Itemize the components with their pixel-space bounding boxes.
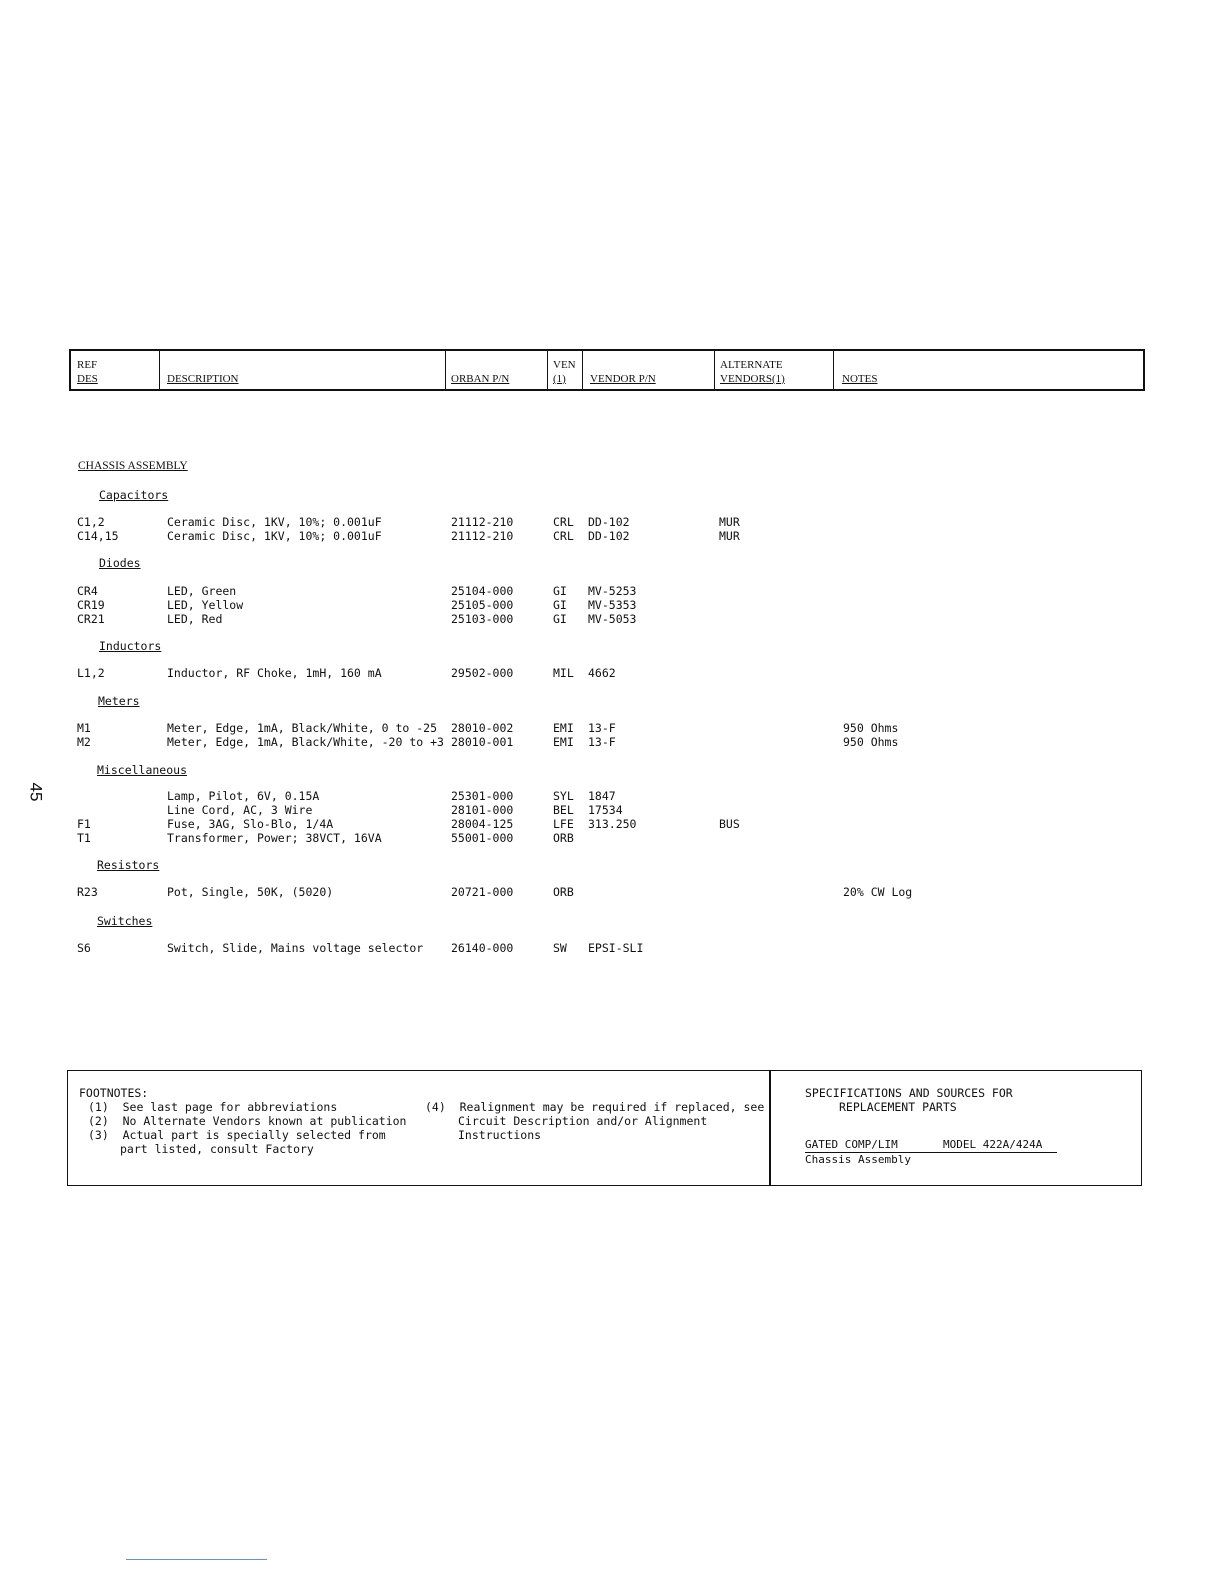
cell-ref: M1 (77, 721, 91, 735)
column-divider (445, 351, 446, 389)
cell-desc: Line Cord, AC, 3 Wire (167, 803, 313, 817)
section-title-capacitors: Capacitors (99, 488, 169, 502)
cell-desc: Meter, Edge, 1mA, Black/White, 0 to -25 (167, 721, 438, 735)
cell-desc: LED, Yellow (167, 598, 244, 612)
cell-desc: Inductor, RF Choke, 1mH, 160 mA (167, 666, 382, 680)
cell-desc: LED, Red (167, 612, 223, 626)
spec-line-2: REPLACEMENT PARTS (839, 1100, 957, 1114)
cell-desc: Ceramic Disc, 1KV, 10%; 0.001uF (167, 529, 382, 543)
section-title-inductors: Inductors (99, 639, 162, 653)
header-ven-2: (1) (553, 373, 566, 385)
cell-alt: MUR (719, 515, 740, 529)
cell-pn: 25103-000 (451, 612, 514, 626)
cell-pn: 20721-000 (451, 885, 514, 899)
cell-ref: T1 (77, 831, 91, 845)
column-divider (547, 351, 548, 389)
cell-pn: 26140-000 (451, 941, 514, 955)
column-divider (714, 351, 715, 389)
cell-pn: 25104-000 (451, 584, 514, 598)
cell-pn: 25105-000 (451, 598, 514, 612)
footnote-1: (1) See last page for abbreviations (88, 1100, 338, 1114)
cell-ref: L1,2 (77, 666, 105, 680)
cell-ven: MIL (553, 666, 574, 680)
cell-desc: Switch, Slide, Mains voltage selector (167, 941, 424, 955)
page-number: 45 (26, 782, 46, 802)
cell-ref: S6 (77, 941, 91, 955)
cell-vpn: MV-5353 (588, 598, 637, 612)
section-title-resistors: Resistors (97, 858, 160, 872)
header-vendor-pn: VENDOR P/N (590, 373, 656, 385)
footnote-4c: Instructions (458, 1128, 542, 1142)
cell-desc: Transformer, Power; 38VCT, 16VA (167, 831, 382, 845)
cell-desc: Lamp, Pilot, 6V, 0.15A (167, 789, 320, 803)
assembly-title: CHASSIS ASSEMBLY (78, 460, 188, 472)
cell-notes: 950 Ohms (843, 721, 899, 735)
cell-ven: BEL (553, 803, 574, 817)
cell-notes: 950 Ohms (843, 735, 899, 749)
cell-vpn: 4662 (588, 666, 616, 680)
spec-model: MODEL 422A/424A (943, 1138, 1043, 1151)
cell-vpn: 17534 (588, 803, 623, 817)
footnote-4b: Circuit Description and/or Alignment (458, 1114, 708, 1128)
header-notes: NOTES (842, 373, 878, 385)
section-title-diodes: Diodes (99, 556, 141, 570)
cell-pn: 55001-000 (451, 831, 514, 845)
cell-vpn: 13-F (588, 721, 616, 735)
cell-pn: 28004-125 (451, 817, 514, 831)
spec-box (770, 1070, 1142, 1186)
header-alternate-1: ALTERNATE (720, 359, 783, 371)
cell-ref: C1,2 (77, 515, 105, 529)
spec-product: GATED COMP/LIM (805, 1138, 898, 1151)
footnote-3b: part listed, consult Factory (120, 1142, 314, 1156)
header-orban-pn: ORBAN P/N (451, 373, 510, 385)
cell-pn: 21112-210 (451, 515, 514, 529)
cell-ven: GI (553, 584, 567, 598)
cell-pn: 29502-000 (451, 666, 514, 680)
header-ref-des-2: DES (77, 373, 98, 385)
section-title-switches: Switches (97, 914, 153, 928)
cell-ven: SW (553, 941, 567, 955)
cell-vpn: EPSI-SLI (588, 941, 644, 955)
cell-ven: EMI (553, 721, 574, 735)
cell-vpn: 13-F (588, 735, 616, 749)
cell-ven: CRL (553, 529, 574, 543)
section-title-meters: Meters (98, 694, 140, 708)
cell-ven: ORB (553, 831, 574, 845)
cell-ven: EMI (553, 735, 574, 749)
column-divider (582, 351, 583, 389)
cell-desc: Meter, Edge, 1mA, Black/White, -20 to +3 (167, 735, 444, 749)
section-title-misc: Miscellaneous (97, 763, 188, 777)
cell-vpn: MV-5253 (588, 584, 637, 598)
cell-ref: R23 (77, 885, 98, 899)
cell-ref: C14,15 (77, 529, 119, 543)
cell-ref: F1 (77, 817, 91, 831)
cell-ref: M2 (77, 735, 91, 749)
parts-table-header (69, 349, 1145, 391)
cell-notes: 20% CW Log (843, 885, 913, 899)
cell-ven: ORB (553, 885, 574, 899)
cell-ven: GI (553, 612, 567, 626)
cell-ref: CR21 (77, 612, 105, 626)
header-ven-1: VEN (553, 359, 576, 371)
cell-desc: Fuse, 3AG, Slo-Blo, 1/4A (167, 817, 334, 831)
cell-vpn: 1847 (588, 789, 616, 803)
cell-pn: 25301-000 (451, 789, 514, 803)
footnote-4a: (4) Realignment may be required if replaced, see (425, 1100, 765, 1114)
header-alternate-2: VENDORS(1) (720, 373, 785, 385)
cell-vpn: MV-5053 (588, 612, 637, 626)
footnotes-title: FOOTNOTES: (79, 1086, 149, 1100)
bottom-rule (126, 1559, 267, 1560)
cell-ref: CR19 (77, 598, 105, 612)
spec-line-1: SPECIFICATIONS AND SOURCES FOR (805, 1086, 1013, 1100)
cell-ven: SYL (553, 789, 574, 803)
cell-desc: LED, Green (167, 584, 237, 598)
cell-pn: 28010-002 (451, 721, 514, 735)
cell-alt: MUR (719, 529, 740, 543)
footnotes-box (67, 1070, 770, 1186)
cell-ref: CR4 (77, 584, 98, 598)
cell-desc: Ceramic Disc, 1KV, 10%; 0.001uF (167, 515, 382, 529)
cell-ven: LFE (553, 817, 574, 831)
cell-pn: 28010-001 (451, 735, 514, 749)
cell-ven: GI (553, 598, 567, 612)
cell-ven: CRL (553, 515, 574, 529)
footnote-3a: (3) Actual part is specially selected from (88, 1128, 386, 1142)
header-description: DESCRIPTION (167, 373, 239, 385)
cell-vpn: 313.250 (588, 817, 637, 831)
cell-vpn: DD-102 (588, 529, 630, 543)
spec-subtitle: Chassis Assembly (805, 1153, 911, 1166)
cell-desc: Pot, Single, 50K, (5020) (167, 885, 334, 899)
footnote-2: (2) No Alternate Vendors known at publication (88, 1114, 407, 1128)
cell-alt: BUS (719, 817, 740, 831)
column-divider (159, 351, 160, 389)
column-divider (833, 351, 834, 389)
cell-pn: 28101-000 (451, 803, 514, 817)
cell-vpn: DD-102 (588, 515, 630, 529)
header-ref-des-1: REF (77, 359, 98, 371)
cell-pn: 21112-210 (451, 529, 514, 543)
